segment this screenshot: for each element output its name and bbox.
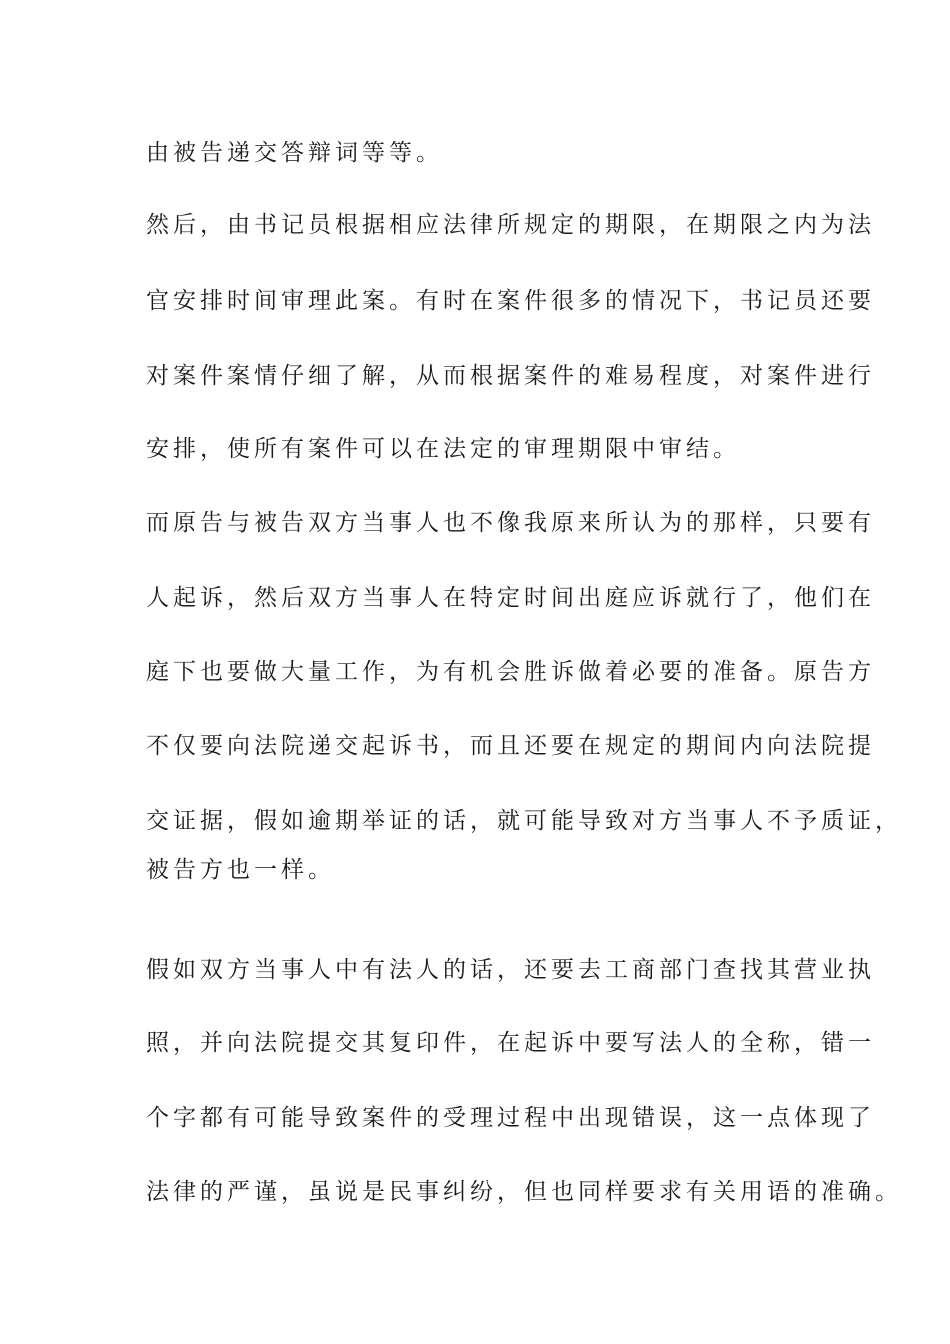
paragraph-4-line-2: 照，并向法院提交其复印件，在起诉中要写法人的全称，错一 <box>146 1030 875 1056</box>
paragraph-3-line-2: 人起诉，然后双方当事人在特定时间出庭应诉就行了，他们在 <box>146 585 875 611</box>
paragraph-2-line-4: 安排，使所有案件可以在法定的审理期限中审结。 <box>146 436 740 462</box>
paragraph-3-line-1: 而原告与被告双方当事人也不像我原来所认为的那样，只要有 <box>146 510 875 536</box>
paragraph-2-line-1: 然后，由书记员根据相应法律所规定的期限，在期限之内为法 <box>146 212 875 238</box>
paragraph-1-line-1: 由被告递交答辩词等等。 <box>146 140 443 166</box>
paragraph-3-line-6: 被告方也一样。 <box>146 857 335 883</box>
paragraph-3-line-5: 交证据，假如逾期举证的话，就可能导致对方当事人不予质证， <box>146 808 902 834</box>
paragraph-2-line-2: 官安排时间审理此案。有时在案件很多的情况下，书记员还要 <box>146 288 875 314</box>
paragraph-4-line-4: 法律的严谨，虽说是民事纠纷，但也同样要求有关用语的准确。 <box>146 1179 902 1205</box>
paragraph-4-line-1: 假如双方当事人中有法人的话，还要去工商部门查找其营业执 <box>146 957 875 983</box>
paragraph-3-line-4: 不仅要向法院递交起诉书，而且还要在规定的期间内向法院提 <box>146 733 875 759</box>
paragraph-2-line-3: 对案件案情仔细了解，从而根据案件的难易程度，对案件进行 <box>146 363 875 389</box>
paragraph-4-line-3: 个字都有可能导致案件的受理过程中出现错误，这一点体现了 <box>146 1105 875 1131</box>
paragraph-3-line-3: 庭下也要做大量工作，为有机会胜诉做着必要的准备。原告方 <box>146 659 875 685</box>
